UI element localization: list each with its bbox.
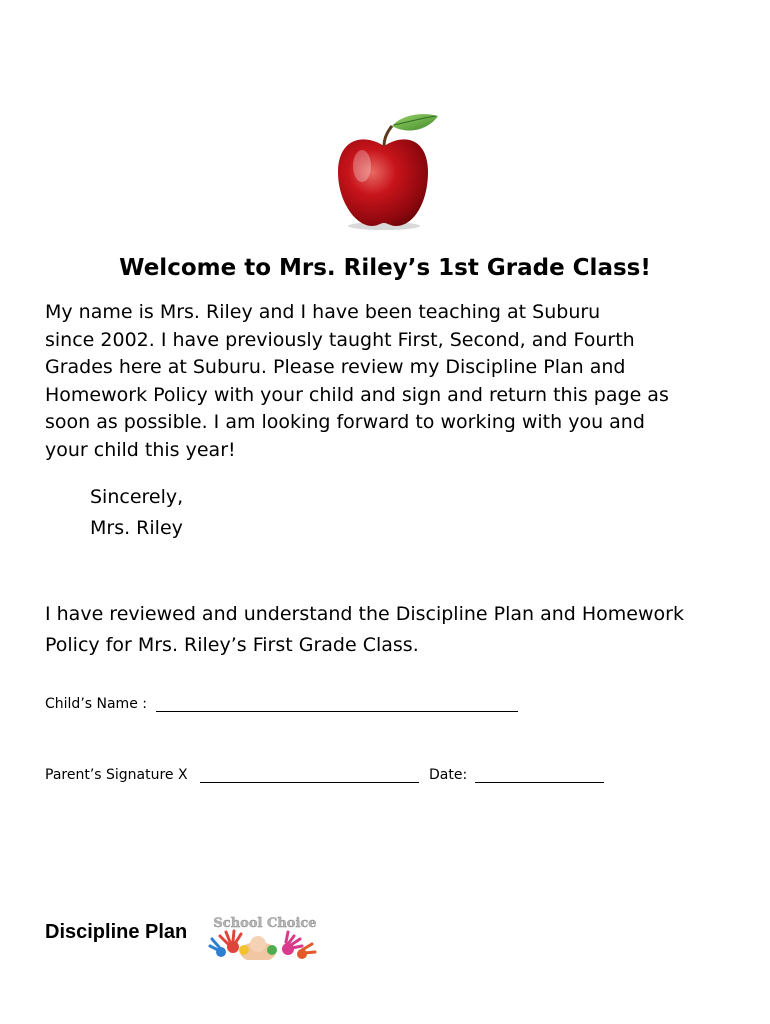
intro-paragraph: My name is Mrs. Riley and I have been teaching at Suburu since 2002. I have previously taught First, Second, and Fourth Grades here at Suburu. Please review my Discipline Plan and Homework Policy with your child and sign and return this page as soon as possible. I am looking forward to working with you and your child this year! <box>45 301 669 461</box>
closing-text: Sincerely, <box>90 486 184 508</box>
signature-name: Mrs. Riley <box>90 517 183 539</box>
painted-hands-logo-icon <box>206 914 324 960</box>
acknowledgement-statement: I have reviewed and understand the Discipline Plan and Homework Policy for Mrs. Riley’s First Grade Class. <box>45 603 684 656</box>
date-field[interactable] <box>475 782 604 783</box>
apple-icon <box>332 110 442 232</box>
parent-signature-label: Parent’s Signature X <box>45 767 188 783</box>
parent-signature-field[interactable] <box>200 782 419 783</box>
child-name-label: Child’s Name : <box>45 696 147 712</box>
page-title: Welcome to Mrs. Riley’s 1st Grade Class! <box>119 255 651 281</box>
child-name-field[interactable] <box>156 711 518 712</box>
logo-text: School Choice <box>213 916 317 931</box>
discipline-plan-heading: Discipline Plan <box>45 921 188 943</box>
date-label: Date: <box>429 767 472 783</box>
